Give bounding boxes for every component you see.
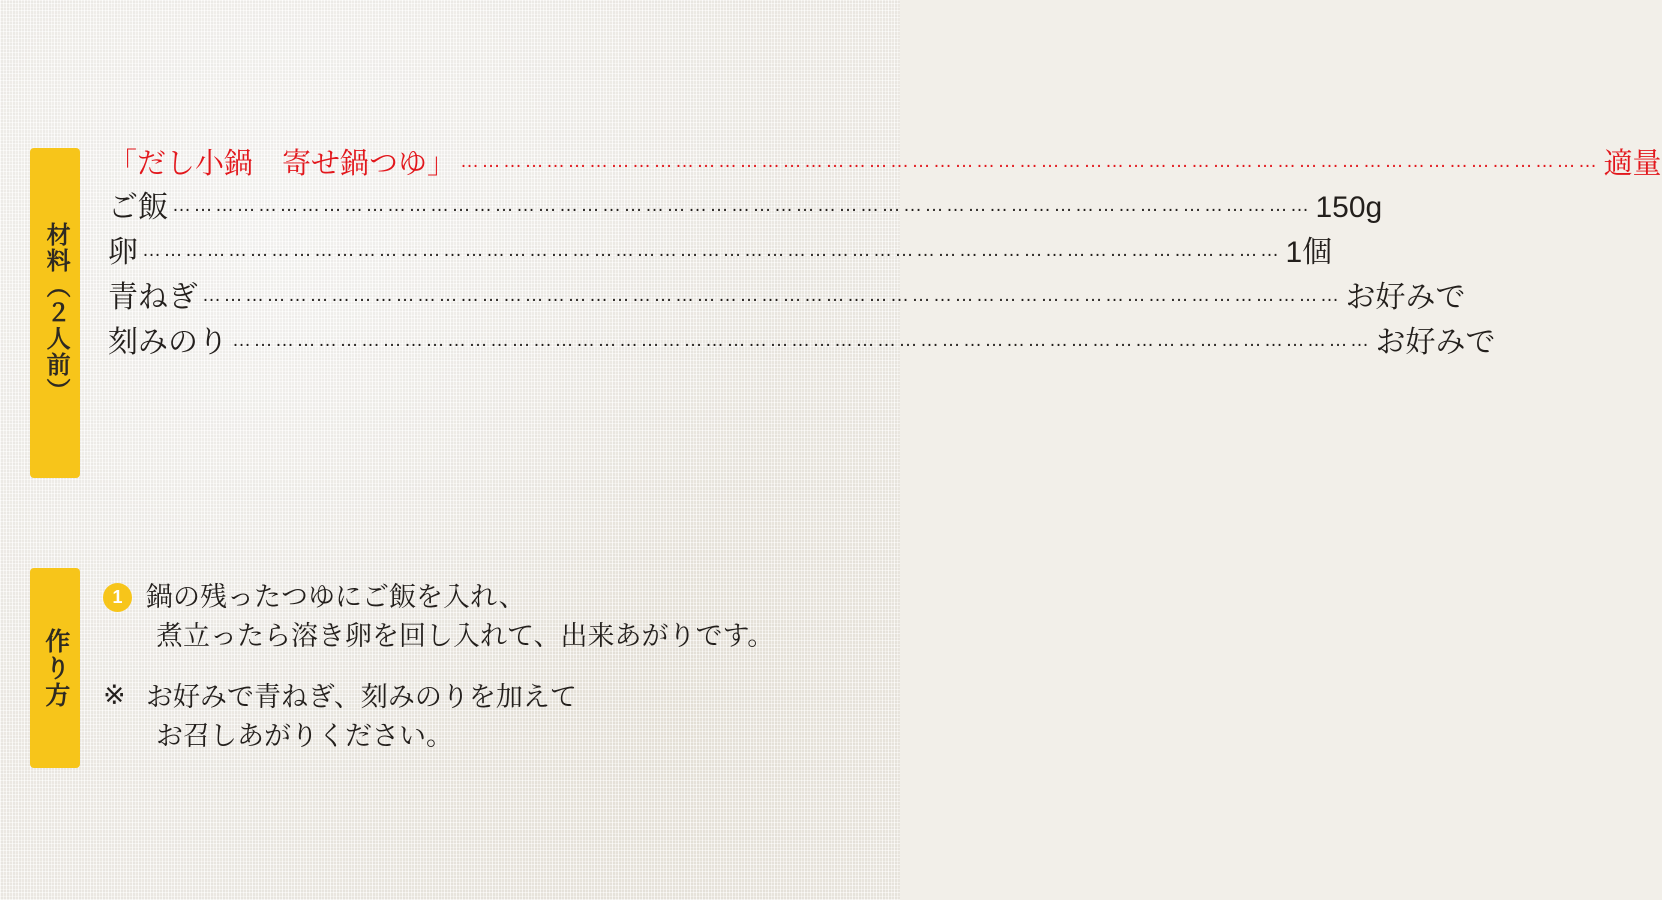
ingredient-name: ご飯 (108, 191, 168, 224)
steps-list (103, 578, 883, 779)
step-item (103, 678, 883, 756)
note-marker-icon: ※ (103, 680, 126, 711)
ingredient-row (108, 148, 1662, 180)
step-line-2: お召しあがりください。 (156, 721, 453, 752)
steps-section-tab: 作り方 (30, 568, 80, 768)
ingredient-row (108, 236, 1333, 269)
leader-dots: …………………………………………………………………………………………………………………………………………… (202, 285, 1342, 306)
ingredient-name: 「だし小鍋 寄せ鍋つゆ」 (108, 148, 457, 180)
step-item (103, 578, 883, 656)
ingredient-row (108, 281, 1466, 314)
step-line-1: 鍋の残ったつゆにご飯を入れ、 (146, 582, 526, 612)
step-line-2: 煮立ったら溶き卵を回し入れて、出来あがりです。 (156, 621, 775, 652)
ingredient-amount: 1個 (1285, 236, 1333, 269)
step-line-1: お好みで青ねぎ、刻みのりを加えて (146, 682, 577, 713)
ingredients-list (108, 148, 1662, 373)
ingredient-amount: お好みで (1375, 326, 1496, 359)
ingredients-section-tab: 材料（２人前） (30, 148, 80, 478)
ingredient-amount: 適量 (1603, 148, 1662, 180)
leader-dots: …………………………………………………………………………………………………………………………………………… (460, 151, 1600, 172)
step-text (146, 678, 883, 756)
ingredient-name: 卵 (108, 236, 138, 269)
leader-dots: …………………………………………………………………………………………………………………………………………… (142, 240, 1282, 261)
ingredient-amount: お好みで (1345, 281, 1466, 314)
leader-dots: …………………………………………………………………………………………………………………………………………… (232, 330, 1372, 351)
ingredient-row (108, 191, 1383, 224)
ingredient-name: 刻みのり (108, 326, 228, 359)
ingredient-amount: 150g (1315, 191, 1383, 224)
step-number-badge: 1 (103, 583, 132, 612)
ingredient-row (108, 326, 1496, 359)
step-text (146, 578, 883, 656)
ingredient-name: 青ねぎ (108, 281, 198, 314)
leader-dots: …………………………………………………………………………………………………………………………………………… (172, 195, 1312, 216)
